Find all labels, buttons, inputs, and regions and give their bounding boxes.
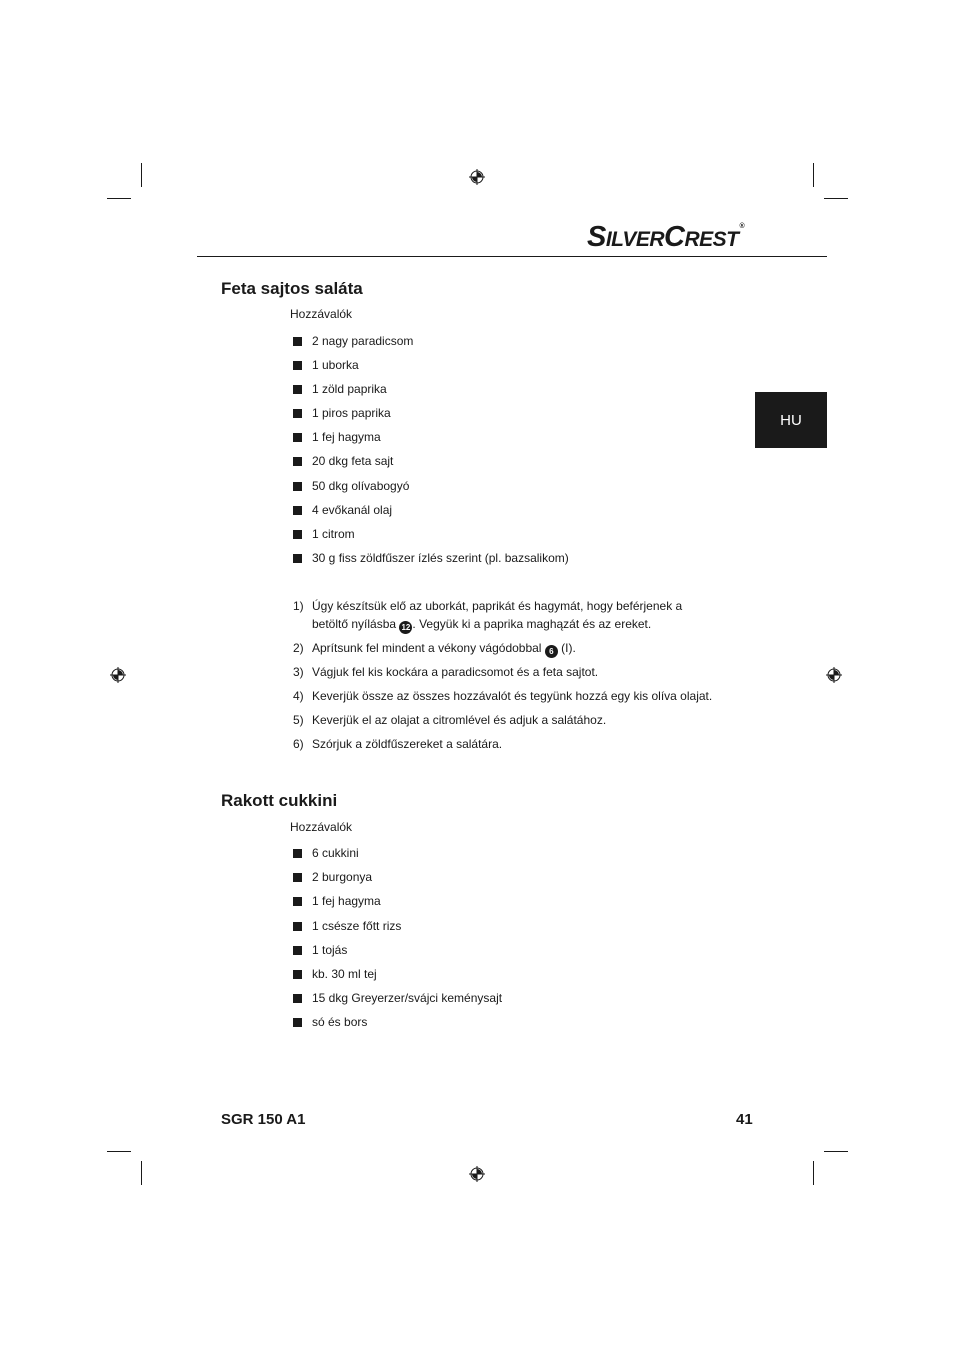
list-item: 1 tojás: [293, 943, 347, 957]
bullet-square-icon: [293, 873, 302, 882]
logo-letter: C: [664, 221, 685, 253]
bullet-square-icon: [293, 433, 302, 442]
list-item: 1 piros paprika: [293, 406, 391, 420]
bullet-square-icon: [293, 922, 302, 931]
list-item: 15 dkg Greyerzer/svájci keménysajt: [293, 991, 502, 1005]
crop-mark: [141, 1161, 142, 1185]
list-item: só és bors: [293, 1015, 367, 1029]
list-item: 30 g fiss zöldfűszer ízlés szerint (pl. bazsalikom): [293, 551, 569, 565]
bullet-square-icon: [293, 946, 302, 955]
list-item: 1 uborka: [293, 358, 359, 372]
recipe-title: Rakott cukkini: [221, 791, 338, 810]
bullet-square-icon: [293, 554, 302, 563]
crop-mark: [107, 198, 131, 199]
list-item: kb. 30 ml tej: [293, 967, 377, 981]
bullet-square-icon: [293, 457, 302, 466]
registered-mark: ®: [739, 222, 745, 230]
instruction-step: 4) Keverjük össze az összes hozzávalót és tegyünk hozzá egy kis olíva olajat.: [293, 689, 713, 703]
list-item: 1 csésze főtt rizs: [293, 919, 401, 933]
bullet-square-icon: [293, 361, 302, 370]
logo-letters: ILVER: [605, 228, 665, 251]
ingredients-heading: Hozzávalók: [290, 307, 353, 321]
crop-mark: [824, 1151, 848, 1152]
part-number-badge: 12: [399, 621, 412, 634]
crop-mark: [824, 198, 848, 199]
bullet-square-icon: [293, 337, 302, 346]
crop-mark: [107, 1151, 131, 1152]
bullet-square-icon: [293, 409, 302, 418]
bullet-square-icon: [293, 994, 302, 1003]
list-item: 20 dkg feta sajt: [293, 454, 393, 468]
list-item: 4 evőkanál olaj: [293, 503, 392, 517]
bullet-square-icon: [293, 897, 302, 906]
registration-mark-icon: [826, 667, 842, 683]
registration-mark-icon: [110, 667, 126, 683]
header-rule: [197, 256, 827, 257]
bullet-square-icon: [293, 530, 302, 539]
bullet-square-icon: [293, 506, 302, 515]
bullet-square-icon: [293, 970, 302, 979]
language-tab: HU: [755, 392, 827, 448]
list-item: 2 burgonya: [293, 870, 372, 884]
crop-mark: [813, 163, 814, 187]
ingredients-heading: Hozzávalók: [290, 820, 353, 834]
registration-mark-icon: [469, 169, 485, 185]
bullet-square-icon: [293, 482, 302, 491]
brand-logo: [587, 221, 744, 251]
crop-mark: [141, 163, 142, 187]
recipe-title: Feta sajtos saláta: [221, 279, 363, 298]
logo-letter: S: [587, 221, 606, 253]
bullet-square-icon: [293, 385, 302, 394]
instruction-step: 2) Aprítsunk fel mindent a vékony vágódobbal 6 (I).: [293, 641, 576, 656]
bullet-square-icon: [293, 849, 302, 858]
logo-letters: REST: [684, 228, 739, 251]
list-item: 2 nagy paradicsom: [293, 334, 413, 348]
list-item: 1 citrom: [293, 527, 355, 541]
page-number: 41: [736, 1111, 753, 1128]
list-item: 50 dkg olívabogyó: [293, 479, 409, 493]
crop-mark: [813, 1161, 814, 1185]
instruction-step: 6) Szórjuk a zöldfűszereket a salátára.: [293, 737, 503, 751]
model-number: SGR 150 A1: [221, 1111, 306, 1128]
instruction-step: 3) Vágjuk fel kis kockára a paradicsomot és a feta sajtot.: [293, 665, 599, 679]
instruction-step: 1) Úgy készítsük elő az uborkát, paprikát és hagymát, hogy beférjenek a betöltő nyílásba 12 . Vegyük ki a paprika maghązát és az ereket.: [293, 599, 683, 632]
bullet-square-icon: [293, 1018, 302, 1027]
registration-mark-icon: [469, 1166, 485, 1182]
list-item: 6 cukkini: [293, 846, 359, 860]
instruction-step: 5) Keverjük el az olajat a citromlével és adjuk a salátához.: [293, 713, 607, 727]
part-number-badge: 6: [545, 645, 558, 658]
list-item: 1 zöld paprika: [293, 382, 387, 396]
list-item: 1 fej hagyma: [293, 894, 381, 908]
list-item: 1 fej hagyma: [293, 430, 381, 444]
